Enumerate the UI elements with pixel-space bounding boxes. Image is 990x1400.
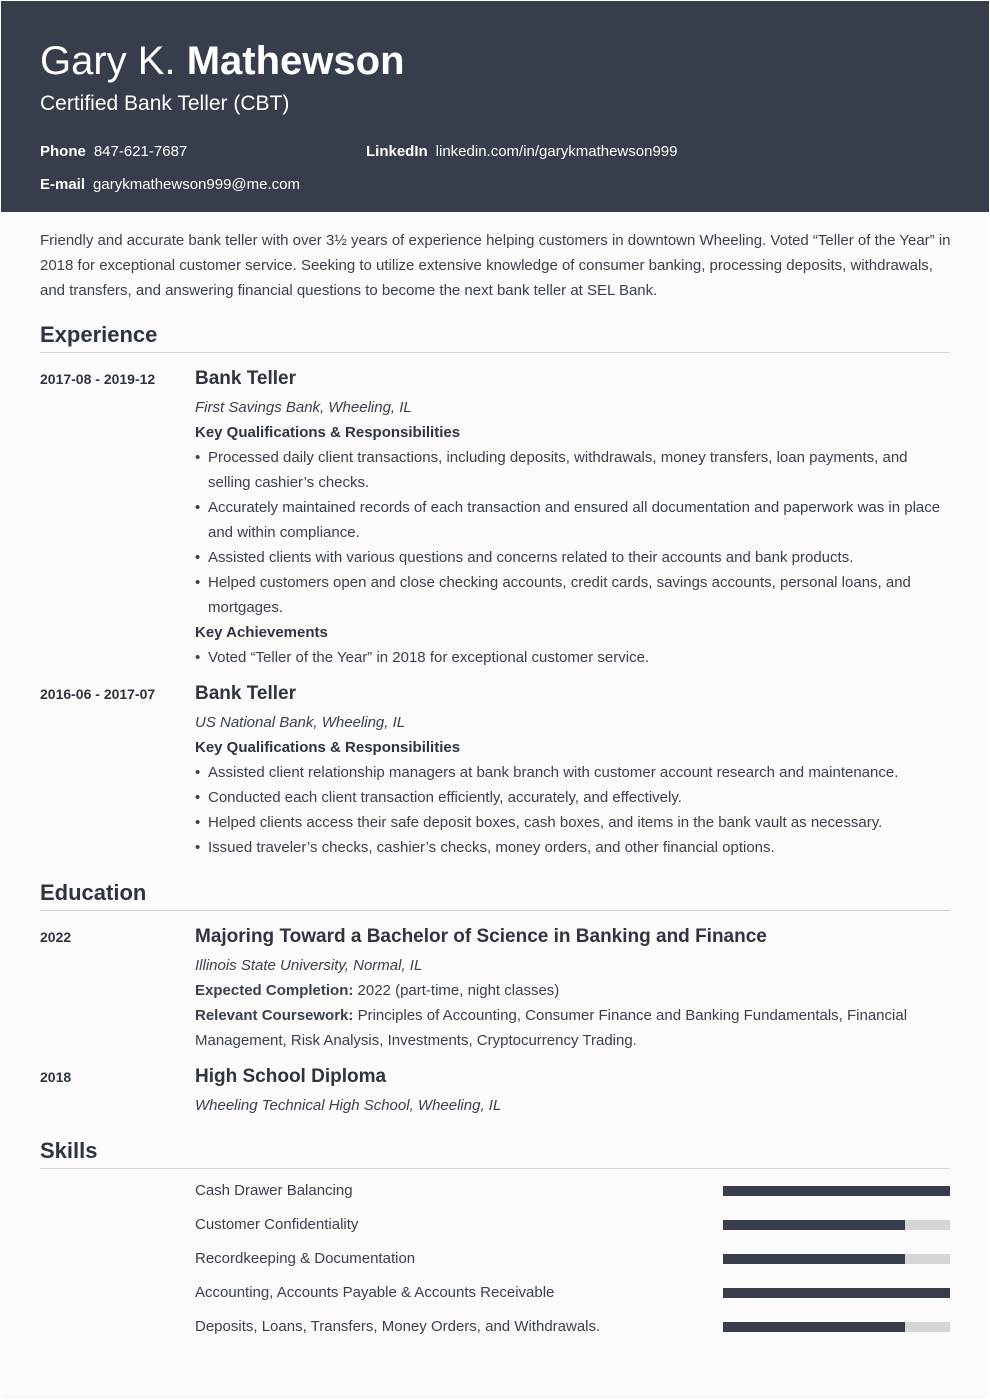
list-item: • Assisted client relationship managers at bank branch with customer account research and maintenance. — [195, 760, 952, 785]
skill-level-fill — [723, 1322, 905, 1332]
job-title: Certified Bank Teller (CBT) — [40, 92, 290, 115]
skill-level-bar — [723, 1322, 950, 1332]
list-item: • Accurately maintained records of each transaction and ensured all documentation and paperwork was in place and within compliance. — [195, 495, 952, 545]
last-name: Mathewson — [186, 39, 405, 83]
first-name: Gary K. — [40, 39, 176, 83]
list-item: • Voted “Teller of the Year” in 2018 for exceptional customer service. — [195, 645, 952, 670]
linkedin-link[interactable]: linkedin.com/in/garykmathewson999 — [435, 143, 678, 160]
skill-name: Accounting, Accounts Payable & Accounts Receivable — [195, 1284, 555, 1301]
skill-level-bar — [723, 1254, 950, 1264]
phone-value: 847-621-7687 — [93, 143, 188, 160]
expected-completion — [195, 978, 952, 1003]
job-employer: First Savings Bank, Wheeling, IL — [195, 399, 412, 416]
education-divider — [40, 910, 950, 911]
resume-header — [1, 1, 989, 212]
skill-level-fill — [723, 1288, 950, 1298]
skill-row — [195, 1215, 951, 1235]
responsibilities-list — [195, 445, 952, 620]
skill-level-fill — [723, 1186, 950, 1196]
coursework-value: Principles of Accounting, Consumer Finance and Banking Fundamentals, Financial Management, Risk Analysis, Investments, Cryptocurrency Trading. — [195, 1007, 908, 1049]
list-item: • Assisted clients with various questions and concerns related to their accounts and bank products. — [195, 545, 952, 570]
summary-paragraph: Friendly and accurate bank teller with over 3½ years of experience helping customers in downtown Wheeling. Voted “Teller of the Year” in 2018 for exceptional customer service. Seeking to utilize extensive knowledge of consumer banking, processing deposits, withdrawals, and transfers, and answering financial questions to become the next bank teller at SEL Bank. — [40, 232, 951, 299]
email-link[interactable]: garykmathewson999@me.com — [93, 176, 300, 193]
skill-level-fill — [723, 1254, 905, 1264]
relevant-coursework — [195, 1003, 952, 1053]
completion-label: Expected Completion: — [195, 982, 354, 999]
education-year: 2022 — [40, 929, 72, 945]
responsibilities-heading: Key Qualifications & Responsibilities — [195, 739, 461, 756]
skills-divider — [40, 1168, 950, 1169]
contact-email — [40, 175, 300, 195]
responsibilities-list — [195, 760, 952, 860]
skill-name: Deposits, Loans, Transfers, Money Orders, and Withdrawals. — [195, 1318, 601, 1335]
job-dates: 2017-08 - 2019-12 — [40, 371, 156, 387]
skill-row — [195, 1249, 951, 1269]
job-employer: US National Bank, Wheeling, IL — [195, 714, 406, 731]
job-role: Bank Teller — [195, 368, 297, 389]
education-year: 2018 — [40, 1069, 72, 1085]
education-heading: Education — [40, 880, 147, 905]
skill-name: Recordkeeping & Documentation — [195, 1250, 416, 1267]
skill-level-bar — [723, 1220, 950, 1230]
achievements-heading: Key Achievements — [195, 624, 328, 641]
skill-level-bar — [723, 1186, 950, 1196]
school-name: Wheeling Technical High School, Wheeling, IL — [195, 1097, 502, 1114]
list-item: • Processed daily client transactions, including deposits, withdrawals, money transfers, loan payments, and selling cashier’s checks. — [195, 445, 952, 495]
skill-row — [195, 1317, 951, 1337]
contact-phone — [40, 142, 187, 162]
degree-title: Majoring Toward a Bachelor of Science in Banking and Finance — [195, 926, 767, 947]
skill-level-bar — [723, 1288, 950, 1298]
skill-name: Customer Confidentiality — [195, 1216, 359, 1233]
list-item: • Helped clients access their safe deposit boxes, cash boxes, and items in the bank vault as necessary. — [195, 810, 952, 835]
coursework-label: Relevant Coursework: — [195, 1007, 354, 1024]
skills-heading: Skills — [40, 1138, 98, 1163]
linkedin-label: LinkedIn — [366, 143, 428, 160]
resume-page — [1, 1, 989, 1399]
list-item: • Conducted each client transaction efficiently, accurately, and effectively. — [195, 785, 952, 810]
email-label: E-mail — [40, 176, 86, 193]
candidate-name — [40, 37, 405, 85]
skill-level-fill — [723, 1220, 905, 1230]
skill-name: Cash Drawer Balancing — [195, 1182, 353, 1199]
job-dates: 2016-06 - 2017-07 — [40, 686, 156, 702]
degree-title: High School Diploma — [195, 1066, 387, 1087]
completion-value: 2022 (part-time, night classes) — [357, 982, 560, 999]
list-item: • Issued traveler’s checks, cashier’s checks, money orders, and other financial options. — [195, 835, 952, 860]
experience-heading: Experience — [40, 322, 158, 347]
phone-label: Phone — [40, 143, 86, 160]
skill-row — [195, 1181, 951, 1201]
achievements-list — [195, 645, 952, 670]
experience-divider — [40, 352, 950, 353]
responsibilities-heading: Key Qualifications & Responsibilities — [195, 424, 461, 441]
list-item: • Helped customers open and close checking accounts, credit cards, savings accounts, personal loans, and mortgages. — [195, 570, 952, 620]
skill-row — [195, 1283, 951, 1303]
contact-linkedin — [366, 142, 677, 162]
job-role: Bank Teller — [195, 683, 297, 704]
school-name: Illinois State University, Normal, IL — [195, 957, 423, 974]
